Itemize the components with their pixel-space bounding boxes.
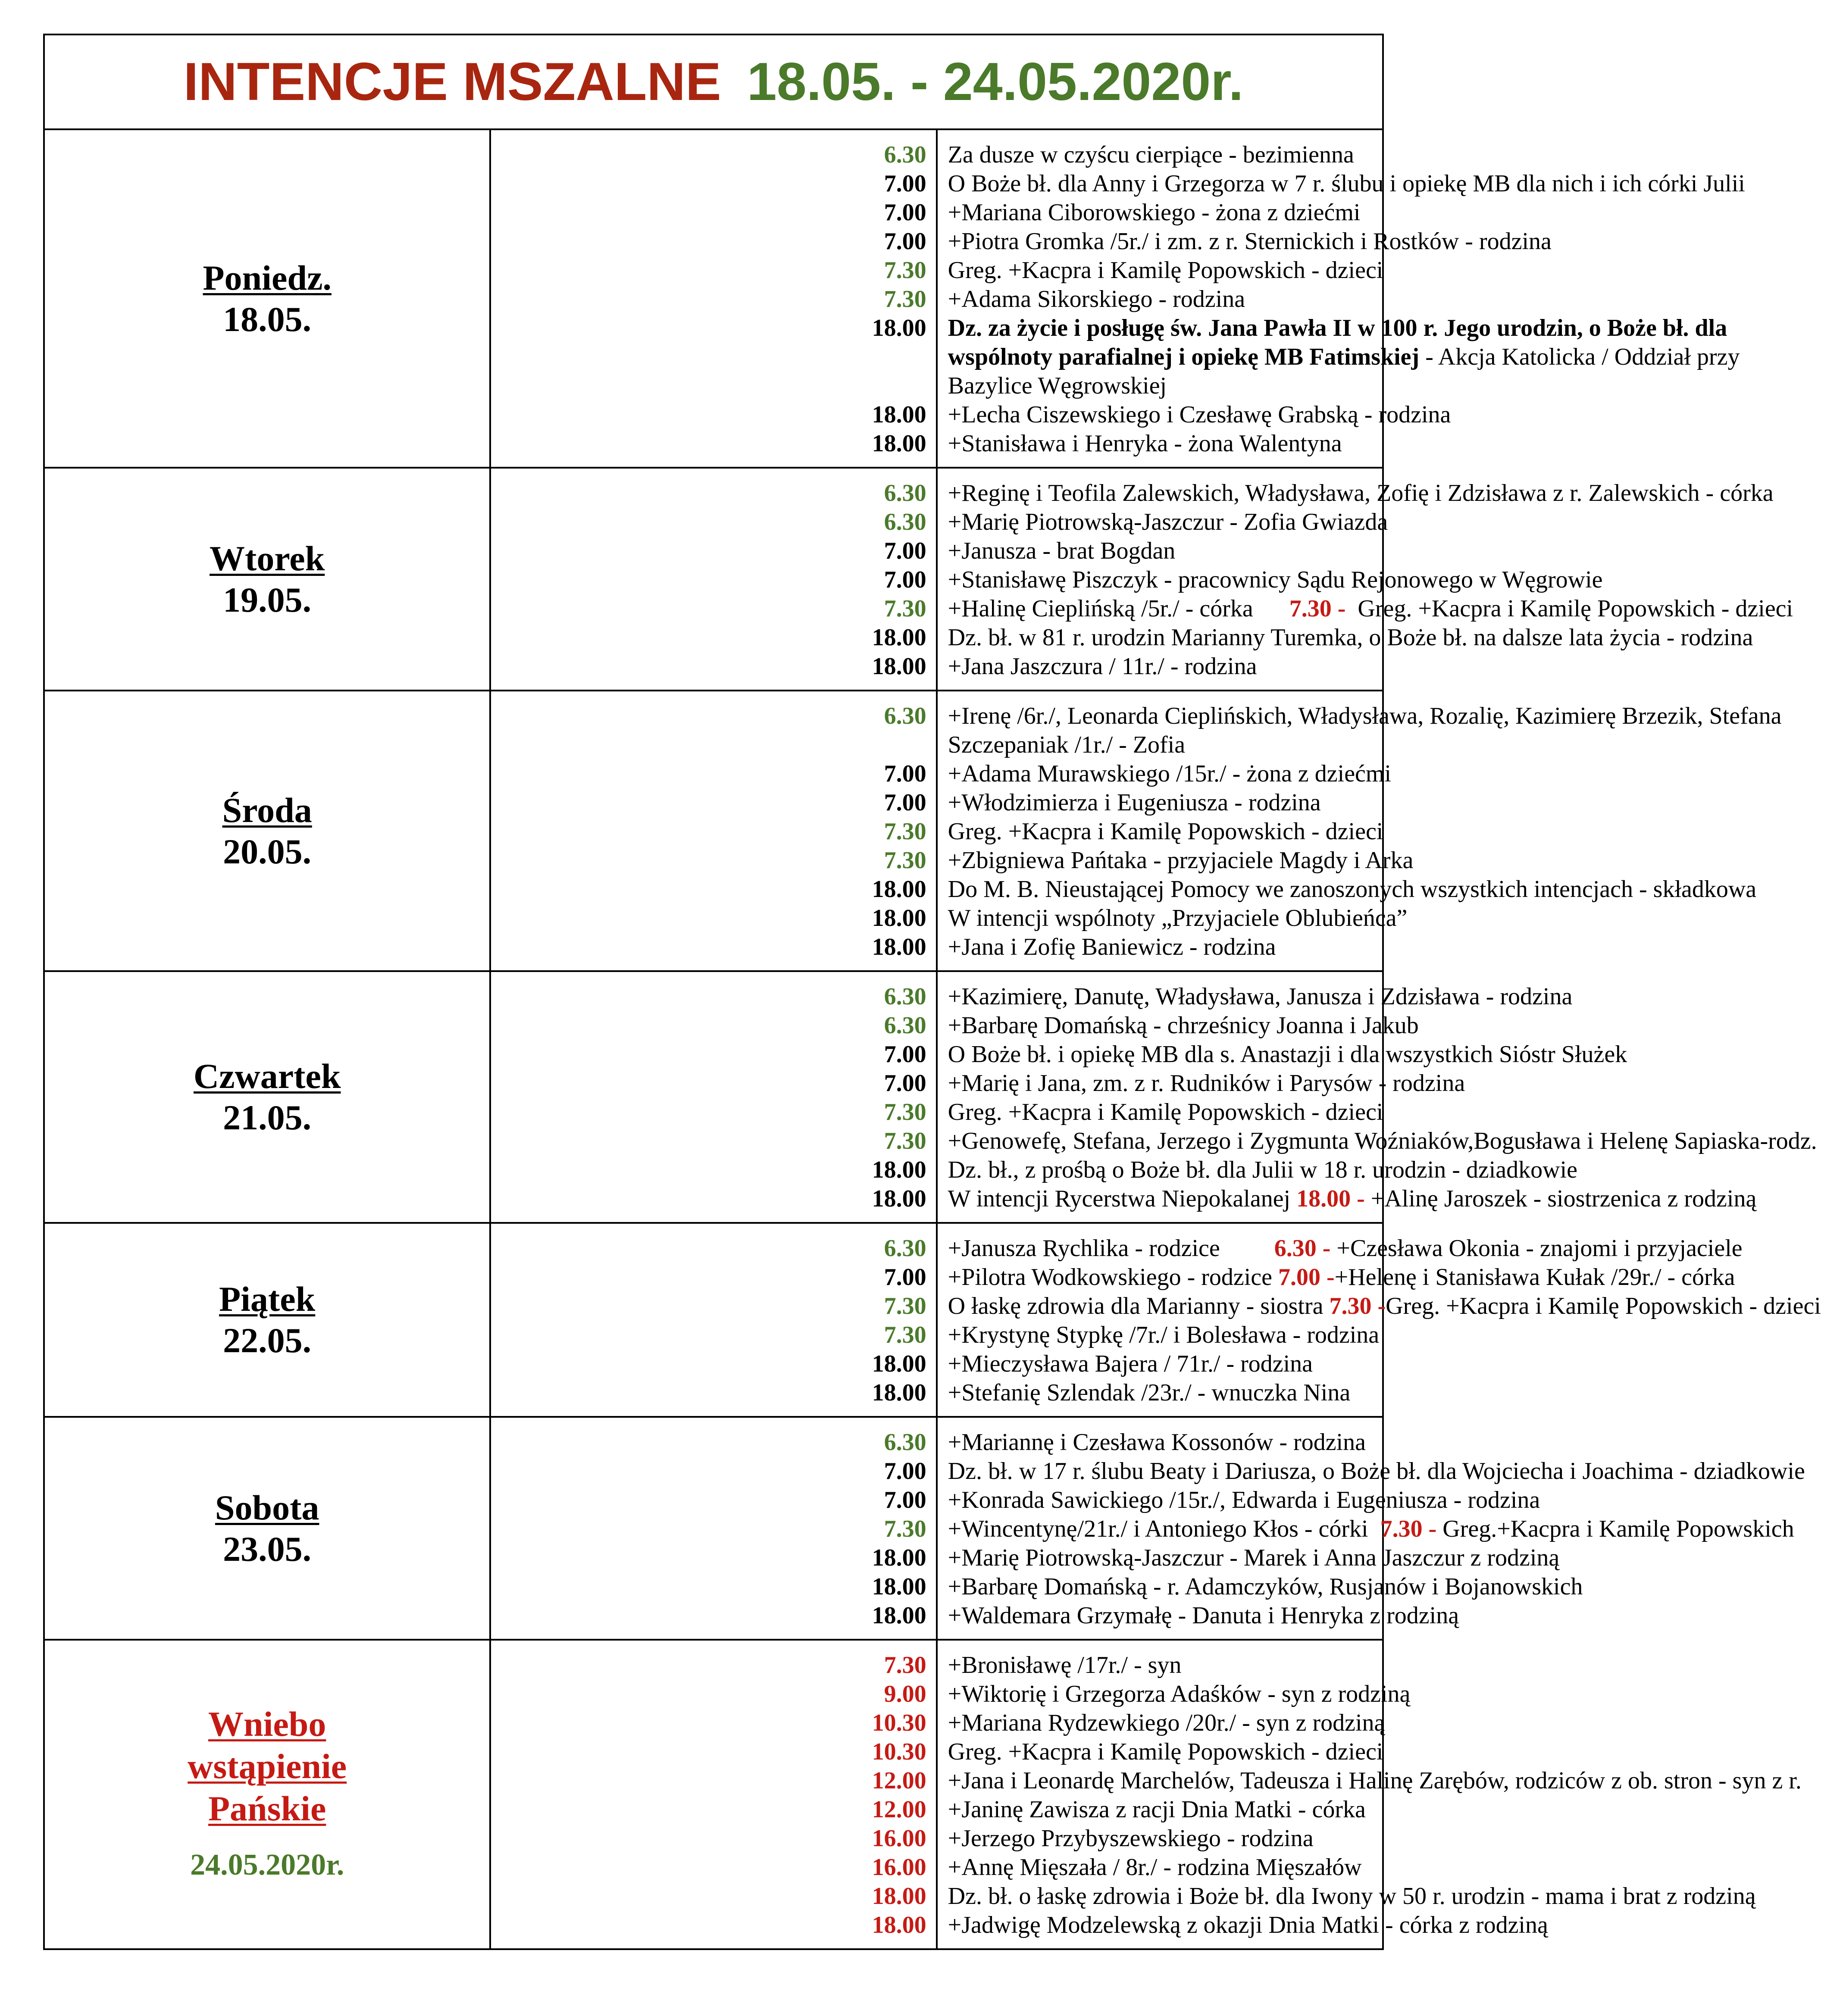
intentions <box>937 129 1745 468</box>
intention-text: +Helenę i Stanisława Kułak /29r./ - córka <box>1334 1264 1735 1291</box>
intention-line <box>948 1709 1385 1738</box>
mass-time: 6.30 <box>884 983 926 1010</box>
intention-line <box>948 652 1382 681</box>
intention-line <box>948 702 1782 731</box>
intention-line <box>948 1486 1540 1515</box>
mass-time: 18.00 <box>872 905 926 931</box>
intention-text: +Zbigniewa Pańtaka - przyjaciele Magdy i Arka <box>948 847 1414 874</box>
mass-time: 16.00 <box>872 1854 926 1881</box>
day-date: 22.05. <box>223 1321 312 1360</box>
intention-line <box>948 1127 1817 1156</box>
intention-line <box>948 227 1552 256</box>
intention-line <box>948 429 1382 458</box>
intention-text: +Czesława Okonia - znajomi i przyjaciele <box>1330 1235 1743 1262</box>
mass-times <box>490 971 936 1223</box>
intention-text: Greg. +Kacpra i Kamilę Popowskich - dzieci <box>1386 1293 1821 1319</box>
intention-text: Za dusze w czyścu cierpiące - bezimienna <box>948 141 1354 168</box>
mass-time: 7.00 <box>884 1264 926 1291</box>
intention-line <box>948 1378 1382 1407</box>
intention-line <box>948 1680 1411 1709</box>
intention-line <box>948 566 1603 594</box>
mass-time: 6.30 <box>884 1235 926 1262</box>
intentions <box>937 1640 1802 1949</box>
intention-line <box>948 731 1382 760</box>
intention-text: O łaskę zdrowia dla Marianny - siostra <box>948 1293 1330 1319</box>
intention-text: Dz. za życie i posługę św. Jana Pawła II w 100 r. Jego urodzin, o Boże bł. dla <box>948 315 1727 341</box>
mass-time: 7.00 <box>884 1041 926 1068</box>
intention-text: Dz. bł. o łaskę zdrowia i Boże bł. dla Iwony w 50 r. urodzin - mama i brat z rodziną <box>948 1883 1756 1910</box>
day-cell <box>44 129 490 468</box>
intention-line <box>948 1824 1382 1853</box>
intentions <box>937 468 1793 691</box>
intention-text: W intencji Rycerstwa Niepokalanej <box>948 1185 1297 1212</box>
intention-text: +Alinę Jaroszek - siostrzenica z rodziną <box>1364 1185 1757 1212</box>
intention-line <box>948 1882 1756 1911</box>
intention-text: +Adama Sikorskiego - rodzina <box>948 286 1245 313</box>
mass-time: 7.30 <box>884 1128 926 1154</box>
inline-mass-time: 6.30 - <box>1274 1235 1331 1262</box>
day-date: 23.05. <box>223 1529 312 1569</box>
intention-text: Dz. bł., z prośbą o Boże bł. dla Julii w 18 r. urodzin - dziadkowie <box>948 1156 1578 1183</box>
intention-text: +Irenę /6r./, Leonarda Cieplińskich, Władysława, Rozalię, Kazimierę Brzezik, Stefana <box>948 703 1782 729</box>
intention-line <box>948 1795 1382 1824</box>
intention-text: +Jana i Leonardę Marchelów, Tadeusza i Halinę Zarębów, rodziców z ob. stron - syn z r. <box>948 1767 1802 1794</box>
intention-text: Greg. +Kacpra i Kamilę Popowskich - dzieci <box>948 818 1383 845</box>
intention-text: +Marię Piotrowską-Jaszczur - Zofia Gwiazda <box>948 509 1388 535</box>
intention-text: +Pilotra Wodkowskiego - rodzice <box>948 1264 1278 1291</box>
intention-text: Dz. bł. w 17 r. ślubu Beaty i Dariusza, o Boże bł. dla Wojciecha i Joachima - dziadkowie <box>948 1458 1805 1485</box>
day-name: Poniedz. <box>203 258 332 297</box>
intention-line <box>948 1911 1548 1940</box>
intention-text: +Marię i Jana, zm. z r. Rudników i Parysów - rodzina <box>948 1070 1465 1097</box>
mass-time: 18.00 <box>872 1379 926 1406</box>
inline-mass-time: 7.30 - <box>1329 1293 1386 1319</box>
mass-times <box>490 468 936 691</box>
mass-time: 18.00 <box>872 430 926 457</box>
mass-time: 7.30 <box>884 257 926 284</box>
day-name: Czwartek <box>193 1056 341 1096</box>
intention-text: Greg.+Kacpra i Kamilę Popowskich <box>1436 1516 1794 1542</box>
intention-line <box>948 623 1753 652</box>
day-date: 18.05. <box>223 299 312 339</box>
intention-line <box>948 1457 1805 1486</box>
day-row <box>44 129 1383 468</box>
intentions <box>937 971 1817 1223</box>
mass-time: 7.00 <box>884 1458 926 1485</box>
intention-text: W intencji wspólnoty „Przyjaciele Oblubieńca” <box>948 905 1408 931</box>
intention-line <box>948 1350 1382 1378</box>
title-dates: 18.05. - 24.05.2020r. <box>747 52 1244 112</box>
mass-times <box>490 1640 936 1949</box>
inline-mass-time: 7.30 - <box>1380 1516 1437 1542</box>
intention-text: wspólnoty parafialnej i opiekę MB Fatimskiej <box>948 344 1420 370</box>
intention-line <box>948 1069 1465 1098</box>
intentions-table <box>43 34 1821 1950</box>
mass-time: 12.00 <box>872 1796 926 1823</box>
day-name: Pańskie <box>208 1789 326 1828</box>
intention-line <box>948 1011 1419 1040</box>
mass-time: 7.00 <box>884 199 926 226</box>
intention-text: +Marię Piotrowską-Jaszczur - Marek i Anna Jaszczur z rodziną <box>948 1544 1560 1571</box>
mass-time: 7.00 <box>884 566 926 593</box>
intentions <box>937 1417 1805 1640</box>
intention-line <box>948 1263 1735 1292</box>
mass-time: 6.30 <box>884 703 926 729</box>
intention-line <box>948 314 1727 343</box>
day-date: 21.05. <box>223 1098 312 1137</box>
mass-time: 7.00 <box>884 789 926 816</box>
day-name: Środa <box>222 790 312 830</box>
intention-line <box>948 594 1793 623</box>
mass-time: 9.00 <box>884 1681 926 1707</box>
intention-text: - Akcja Katolicka / Oddział przy <box>1419 344 1740 370</box>
mass-time: 7.00 <box>884 170 926 197</box>
mass-time: 6.30 <box>884 509 926 535</box>
day-row <box>44 971 1383 1223</box>
intention-line <box>948 1572 1583 1601</box>
day-name: Piątek <box>219 1279 316 1319</box>
day-row <box>44 691 1383 971</box>
intention-line <box>948 1185 1757 1213</box>
mass-time: 6.30 <box>884 1429 926 1456</box>
intention-text: Greg. +Kacpra i Kamilę Popowskich - dzieci <box>1345 595 1793 622</box>
mass-time: 7.30 <box>884 1652 926 1678</box>
mass-time: 18.00 <box>872 1185 926 1212</box>
intention-line <box>948 846 1414 875</box>
day-row <box>44 1640 1383 1949</box>
intention-text: +Jadwigę Modzelewską z okazji Dnia Matki - córka z rodziną <box>948 1912 1548 1938</box>
day-row <box>44 1417 1383 1640</box>
intention-line <box>948 760 1392 788</box>
intention-text: Greg. +Kacpra i Kamilę Popowskich - dzieci <box>948 1738 1383 1765</box>
mass-time <box>491 731 926 760</box>
mass-time: 7.30 <box>884 1293 926 1319</box>
mass-times <box>490 1417 936 1640</box>
intention-text: +Janusza - brat Bogdan <box>948 538 1176 564</box>
intention-line <box>948 1234 1743 1263</box>
intention-text: +Waldemara Grzymałę - Danuta i Henryka z rodziną <box>948 1602 1459 1629</box>
day-name: Wtorek <box>210 538 325 578</box>
intention-text: +Stanisławę Piszczyk - pracownicy Sądu Rejonowego w Węgrowie <box>948 566 1603 593</box>
intention-line <box>948 1321 1382 1350</box>
intention-text: +Halinę Cieplińską /5r./ - córka <box>948 595 1289 622</box>
intention-text: +Stanisława i Henryka - żona Walentyna <box>948 430 1342 457</box>
mass-time: 7.30 <box>884 847 926 874</box>
intention-line <box>948 1098 1382 1127</box>
mass-time: 6.30 <box>884 480 926 506</box>
mass-time: 18.00 <box>872 876 926 903</box>
mass-time: 7.30 <box>884 595 926 622</box>
intention-line <box>948 1040 1627 1069</box>
intention-line <box>948 933 1382 962</box>
mass-time: 18.00 <box>872 1156 926 1183</box>
mass-time: 7.00 <box>884 1487 926 1513</box>
intention-text: Do M. B. Nieustającej Pomocy we zanoszonych wszystkich intencjach - składkowa <box>948 876 1757 903</box>
mass-time <box>491 372 926 400</box>
intention-line <box>948 1738 1382 1766</box>
mass-time: 18.00 <box>872 315 926 341</box>
mass-time: 6.30 <box>884 1012 926 1039</box>
mass-time: 7.30 <box>884 286 926 313</box>
intention-text: +Jana i Zofię Baniewicz - rodzina <box>948 934 1276 960</box>
intention-line <box>948 479 1774 508</box>
intention-line <box>948 1544 1560 1572</box>
intention-line <box>948 141 1382 169</box>
intention-text: Bazylice Węgrowskiej <box>948 372 1167 399</box>
day-cell <box>44 971 490 1223</box>
mass-time: 6.30 <box>884 141 926 168</box>
page-title <box>44 34 1383 129</box>
day-cell <box>44 1640 490 1949</box>
intention-line <box>948 537 1382 566</box>
mass-times <box>490 691 936 971</box>
intention-text: Szczepaniak /1r./ - Zofia <box>948 731 1186 758</box>
intention-text: +Jana Jaszczura / 11r./ - rodzina <box>948 653 1257 680</box>
mass-time: 16.00 <box>872 1825 926 1852</box>
mass-times <box>490 1223 936 1417</box>
intention-text: +Wincentynę/21r./ i Antoniego Kłos - córki <box>948 1516 1380 1542</box>
intention-line <box>948 256 1382 285</box>
inline-mass-time: 7.30 - <box>1289 595 1346 622</box>
day-name: Sobota <box>215 1488 319 1527</box>
intention-text: +Reginę i Teofila Zalewskich, Władysława, Zofię i Zdzisława z r. Zalewskich - córka <box>948 480 1774 506</box>
mass-time: 18.00 <box>872 1573 926 1600</box>
day-date: 24.05.2020r. <box>190 1848 344 1882</box>
mass-times <box>490 129 936 468</box>
intentions <box>937 1223 1821 1417</box>
mass-time: 10.30 <box>872 1738 926 1765</box>
day-row <box>44 468 1383 691</box>
intention-line <box>948 1601 1459 1630</box>
day-date: 20.05. <box>223 831 312 871</box>
mass-time: 18.00 <box>872 624 926 651</box>
intention-line <box>948 169 1745 198</box>
intention-line <box>948 982 1573 1011</box>
intention-text: +Konrada Sawickiego /15r./, Edwarda i Eugeniusza - rodzina <box>948 1487 1540 1513</box>
intention-text: +Włodzimierza i Eugeniusza - rodzina <box>948 789 1321 816</box>
mass-time: 18.00 <box>872 1602 926 1629</box>
inline-mass-time: 18.00 - <box>1296 1185 1365 1212</box>
intention-text: +Piotra Gromka /5r./ i zm. z r. Sternickich i Rostków - rodzina <box>948 228 1552 255</box>
intention-text: +Mariana Ciborowskiego - żona z dziećmi <box>948 199 1361 226</box>
intention-line <box>948 1651 1382 1680</box>
day-name: wstąpienie <box>188 1747 347 1786</box>
intention-line <box>948 508 1388 537</box>
intention-line <box>948 875 1757 904</box>
mass-time: 7.30 <box>884 1322 926 1348</box>
mass-time: 7.30 <box>884 1099 926 1125</box>
title-row <box>44 34 1383 129</box>
intention-line <box>948 1766 1802 1795</box>
intention-text: Dz. bł. w 81 r. urodzin Marianny Turemka, o Boże bł. na dalsze lata życia - rodzina <box>948 624 1753 651</box>
intention-text: O Boże bł. dla Anny i Grzegorza w 7 r. ślubu i opiekę MB dla nich i ich córki Julii <box>948 170 1745 197</box>
intention-text: +Mieczysława Bajera / 71r./ - rodzina <box>948 1350 1313 1377</box>
intention-text: +Stefanię Szlendak /23r./ - wnuczka Nina <box>948 1379 1351 1406</box>
intention-line <box>948 904 1408 933</box>
intention-text: +Bronisławę /17r./ - syn <box>948 1652 1182 1678</box>
mass-time: 10.30 <box>872 1710 926 1736</box>
intention-text: +Wiktorię i Grzegorza Adaśków - syn z rodziną <box>948 1681 1411 1707</box>
intention-text: +Barbarę Domańską - chrześnicy Joanna i Jakub <box>948 1012 1419 1039</box>
mass-time: 18.00 <box>872 1350 926 1377</box>
intention-line <box>948 788 1382 817</box>
intention-line <box>948 400 1451 429</box>
mass-time: 18.00 <box>872 934 926 960</box>
intention-text: +Krystynę Stypkę /7r./ i Bolesława - rodzina <box>948 1322 1380 1348</box>
intention-text: +Mariannę i Czesława Kossonów - rodzina <box>948 1429 1366 1456</box>
day-cell <box>44 1417 490 1640</box>
intention-text: +Barbarę Domańską - r. Adamczyków, Rusjanów i Bojanowskich <box>948 1573 1583 1600</box>
mass-time: 7.30 <box>884 1516 926 1542</box>
inline-mass-time: 7.00 - <box>1278 1264 1335 1291</box>
intention-line <box>948 1428 1382 1457</box>
mass-time: 7.30 <box>884 818 926 845</box>
intention-line <box>948 343 1740 372</box>
day-cell <box>44 1223 490 1417</box>
mass-time: 18.00 <box>872 1883 926 1910</box>
intention-text: Greg. +Kacpra i Kamilę Popowskich - dzieci <box>948 257 1383 284</box>
mass-time <box>491 343 926 372</box>
mass-time: 18.00 <box>872 1544 926 1571</box>
day-row <box>44 1223 1383 1417</box>
mass-time: 18.00 <box>872 1912 926 1938</box>
intention-text: +Genowefę, Stefana, Jerzego i Zygmunta Woźniaków,Bogusława i Helenę Sapiaska-rodz. <box>948 1128 1817 1154</box>
intention-line <box>948 1292 1821 1321</box>
mass-time: 12.00 <box>872 1767 926 1794</box>
intention-text: +Lecha Ciszewskiego i Czesławę Grabską - rodzina <box>948 401 1451 428</box>
mass-time: 7.00 <box>884 228 926 255</box>
intention-line <box>948 1156 1578 1185</box>
day-date: 19.05. <box>223 580 312 619</box>
mass-time: 7.00 <box>884 760 926 787</box>
intentions <box>937 691 1782 971</box>
mass-time: 7.00 <box>884 1070 926 1097</box>
intention-line <box>948 817 1382 846</box>
mass-time: 18.00 <box>872 653 926 680</box>
title-main: INTENCJE MSZALNE <box>183 52 721 112</box>
intention-text: +Janinę Zawisza z racji Dnia Matki - córka <box>948 1796 1366 1823</box>
intention-text: +Jerzego Przybyszewskiego - rodzina <box>948 1825 1314 1852</box>
intention-line <box>948 372 1382 400</box>
day-name: Wniebo <box>208 1704 326 1744</box>
intention-text: +Janusza Rychlika - rodzice <box>948 1235 1274 1262</box>
intention-text: O Boże bł. i opiekę MB dla s. Anastazji i dla wszystkich Sióstr Służek <box>948 1041 1627 1068</box>
intention-line <box>948 285 1382 314</box>
mass-time: 18.00 <box>872 401 926 428</box>
day-cell <box>44 691 490 971</box>
intention-line <box>948 198 1382 227</box>
intention-text: +Mariana Rydzewkiego /20r./ - syn z rodziną <box>948 1710 1385 1736</box>
intention-line <box>948 1853 1382 1882</box>
mass-time: 7.00 <box>884 538 926 564</box>
intention-text: Greg. +Kacpra i Kamilę Popowskich - dzieci <box>948 1099 1383 1125</box>
intention-line <box>948 1515 1794 1544</box>
day-cell <box>44 468 490 691</box>
intention-text: +Adama Murawskiego /15r./ - żona z dziećmi <box>948 760 1392 787</box>
intention-text: +Annę Mięszała / 8r./ - rodzina Mięszałów <box>948 1854 1362 1881</box>
intention-text: +Kazimierę, Danutę, Władysława, Janusza i Zdzisława - rodzina <box>948 983 1573 1010</box>
